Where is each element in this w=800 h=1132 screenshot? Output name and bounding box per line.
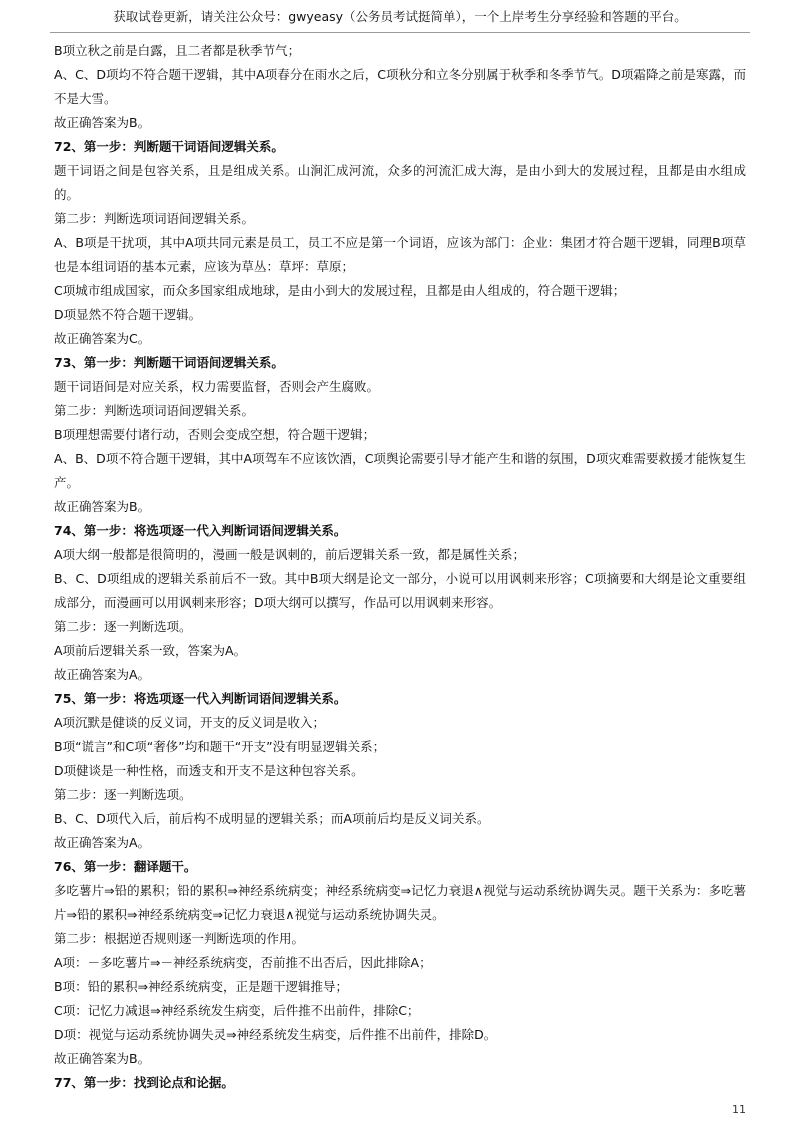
question-heading: 74、第一步：将选项逐一代入判断词语间逻辑关系。 <box>54 523 347 538</box>
paragraph: B项“谎言”和C项“奢侈”均和题干“开支”没有明显逻辑关系； <box>54 739 386 754</box>
paragraph: A、B、D项不符合题干逻辑，其中A项驾车不应该饮酒，C项舆论需要引导才能产生和谐的氛围，D项灾难需要救援才能恢复生产。 <box>54 451 746 490</box>
paragraph: 故正确答案为B。 <box>54 499 151 514</box>
question-heading: 75、第一步：将选项逐一代入判断词语间逻辑关系。 <box>54 691 347 706</box>
paragraph: D项显然不符合题干逻辑。 <box>54 307 202 322</box>
paragraph: 第二步：判断选项词语间逻辑关系。 <box>54 403 255 418</box>
paragraph: B、C、D项组成的逻辑关系前后不一致。其中B项大纲是论文一部分，小说可以用讽刺来形容；C项摘要和大纲是论文重要组成部分，而漫画可以用讽刺来形容；D项大纲可以撰写，作品可以用讽刺来形容。 <box>54 571 746 610</box>
paragraph: A项沉默是健谈的反义词，开支的反义词是收入； <box>54 715 326 730</box>
paragraph: A、B项是干扰项，其中A项共同元素是员工，员工不应是第一个词语，应该为部门：企业：集团才符合题干逻辑，同理B项草也是本组词语的基本元素，应该为草丛：草坪：草原； <box>54 235 746 274</box>
page-number: 11 <box>732 1103 746 1116</box>
paragraph: B项：铅的累积⇒神经系统病变，正是题干逻辑推导； <box>54 979 349 994</box>
document-body <box>54 39 746 1095</box>
paragraph: B项理想需要付诸行动，否则会变成空想，符合题干逻辑； <box>54 427 376 442</box>
paragraph: B、C、D项代入后，前后构不成明显的逻辑关系；而A项前后均是反义词关系。 <box>54 811 490 826</box>
paragraph: 题干词语之间是包容关系，且是组成关系。山涧汇成河流，众多的河流汇成大海，是由小到大的发展过程，且都是由水组成的。 <box>54 163 746 202</box>
paragraph: A项：－多吃薯片⇒－神经系统病变，否前推不出否后，因此排除A； <box>54 955 432 970</box>
paragraph: A项前后逻辑关系一致，答案为A。 <box>54 643 247 658</box>
paragraph: B项立秋之前是白露，且二者都是秋季节气； <box>54 43 301 58</box>
paragraph: 故正确答案为A。 <box>54 835 151 850</box>
question-heading: 73、第一步：判断题干词语间逻辑关系。 <box>54 355 284 370</box>
paragraph: D项：视觉与运动系统协调失灵⇒神经系统发生病变，后件推不出前件，排除D。 <box>54 1027 497 1042</box>
paragraph: 第二步：逐一判断选项。 <box>54 619 192 634</box>
paragraph: 故正确答案为A。 <box>54 667 151 682</box>
paragraph: 第二步：逐一判断选项。 <box>54 787 192 802</box>
header-divider <box>50 32 750 33</box>
paragraph: 第二步：判断选项词语间逻辑关系。 <box>54 211 255 226</box>
paragraph: 第二步：根据逆否规则逐一判断选项的作用。 <box>54 931 305 946</box>
paragraph: A项大纲一般都是很简明的，漫画一般是讽刺的，前后逻辑关系一致，都是属性关系； <box>54 547 526 562</box>
paragraph: C项：记忆力减退⇒神经系统发生病变，后件推不出前件，排除C； <box>54 1003 420 1018</box>
paragraph: D项健谈是一种性格，而透支和开支不是这种包容关系。 <box>54 763 364 778</box>
paragraph: 题干词语间是对应关系，权力需要监督，否则会产生腐败。 <box>54 379 380 394</box>
paragraph: A、C、D项均不符合题干逻辑，其中A项春分在雨水之后，C项秋分和立冬分别属于秋季和冬季节气。D项霜降之前是寒露，而不是大雪。 <box>54 67 746 106</box>
question-heading: 77、第一步：找到论点和论据。 <box>54 1075 234 1090</box>
paragraph: 多吃薯片⇒铅的累积；铅的累积⇒神经系统病变；神经系统病变⇒记忆力衰退∧视觉与运动系统协调失灵。题干关系为：多吃薯片⇒铅的累积⇒神经系统病变⇒记忆力衰退∧视觉与运动系统协调失灵。 <box>54 883 746 922</box>
paragraph: 故正确答案为B。 <box>54 115 151 130</box>
paragraph: 故正确答案为C。 <box>54 331 151 346</box>
question-heading: 76、第一步：翻译题干。 <box>54 859 197 874</box>
paragraph: 故正确答案为B。 <box>54 1051 151 1066</box>
question-heading: 72、第一步：判断题干词语间逻辑关系。 <box>54 139 284 154</box>
page-header: 获取试卷更新，请关注公众号：gwyeasy（公务员考试挺简单），一个上岸考生分享经验和答题的平台。 <box>113 9 687 24</box>
paragraph: C项城市组成国家，而众多国家组成地球，是由小到大的发展过程，且都是由人组成的，符合题干逻辑； <box>54 283 626 298</box>
